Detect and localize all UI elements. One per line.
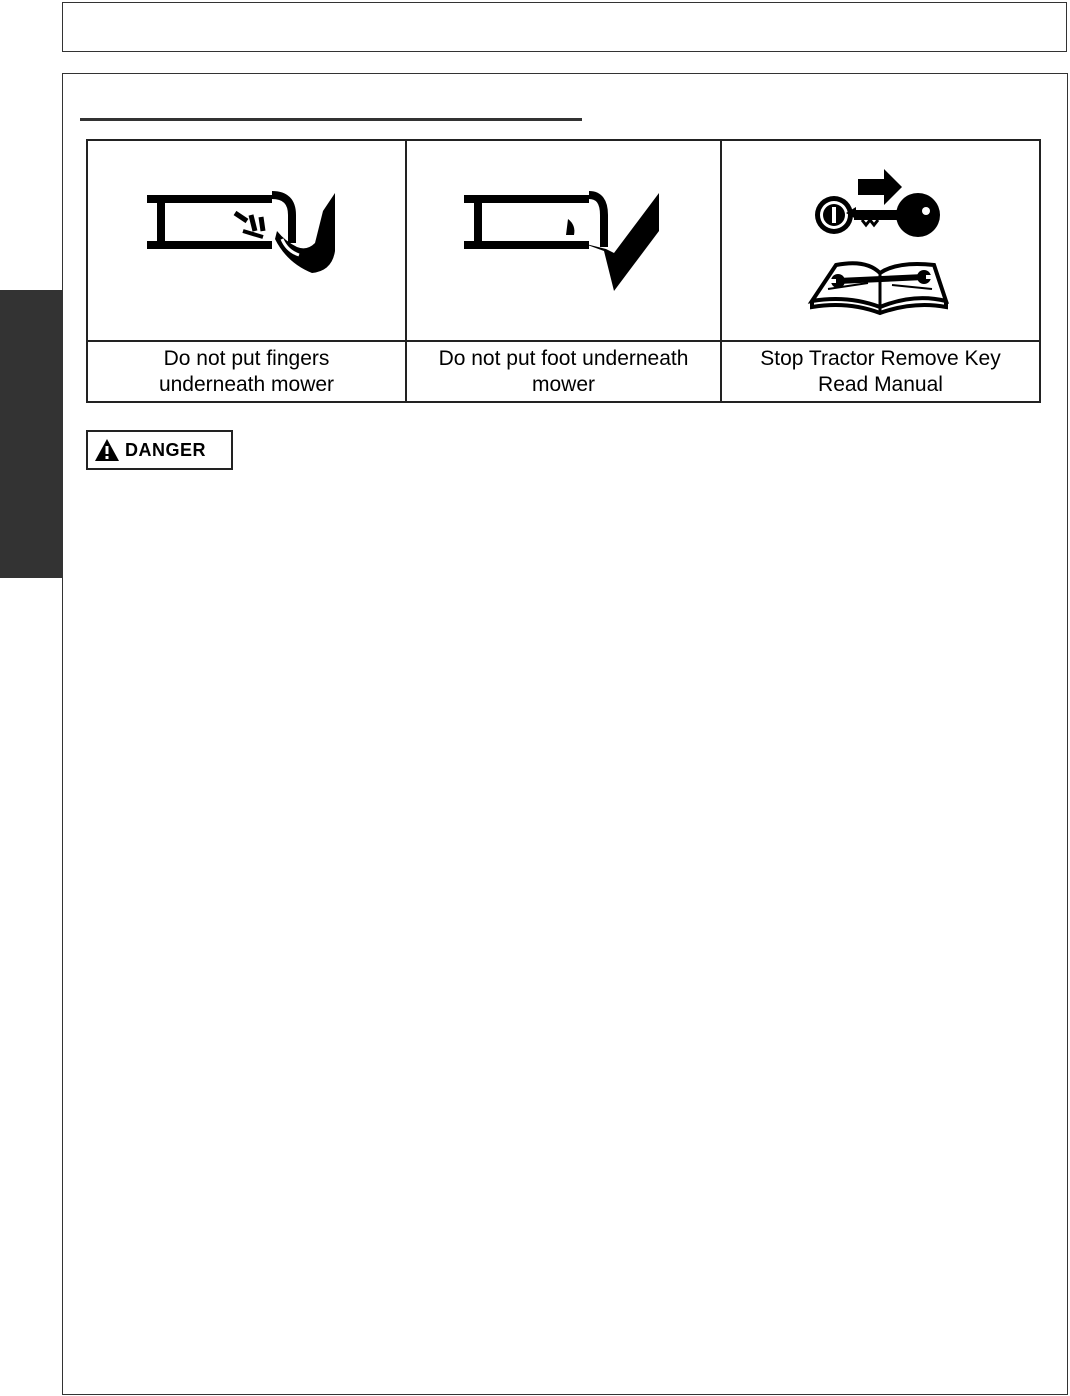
section-title-rule (80, 118, 582, 121)
finger-under-mower-icon (147, 191, 347, 291)
danger-label-text: DANGER (125, 439, 207, 460)
decal-image-foot (407, 141, 722, 342)
remove-key-read-manual-icon (806, 161, 956, 321)
caption-line: underneath mower (158, 372, 335, 396)
decal-caption-foot (407, 342, 722, 401)
decal-caption-fingers (88, 342, 407, 401)
decal-caption-key-manual (722, 342, 1039, 401)
decal-image-fingers (88, 141, 407, 342)
section-side-tab (0, 290, 62, 578)
caption-line: Do not put fingers (163, 346, 330, 370)
safety-decal-table (86, 139, 1041, 403)
warning-triangle-icon (94, 438, 120, 462)
foot-under-mower-icon (464, 191, 664, 291)
caption-line: Read Manual (818, 372, 943, 396)
page-header-box (62, 2, 1067, 52)
caption-line: Stop Tractor Remove Key (760, 346, 1001, 370)
danger-label (86, 430, 233, 470)
decal-image-key-manual (722, 141, 1039, 342)
caption-line: mower (531, 372, 595, 396)
caption-line: Do not put foot underneath (438, 346, 689, 370)
